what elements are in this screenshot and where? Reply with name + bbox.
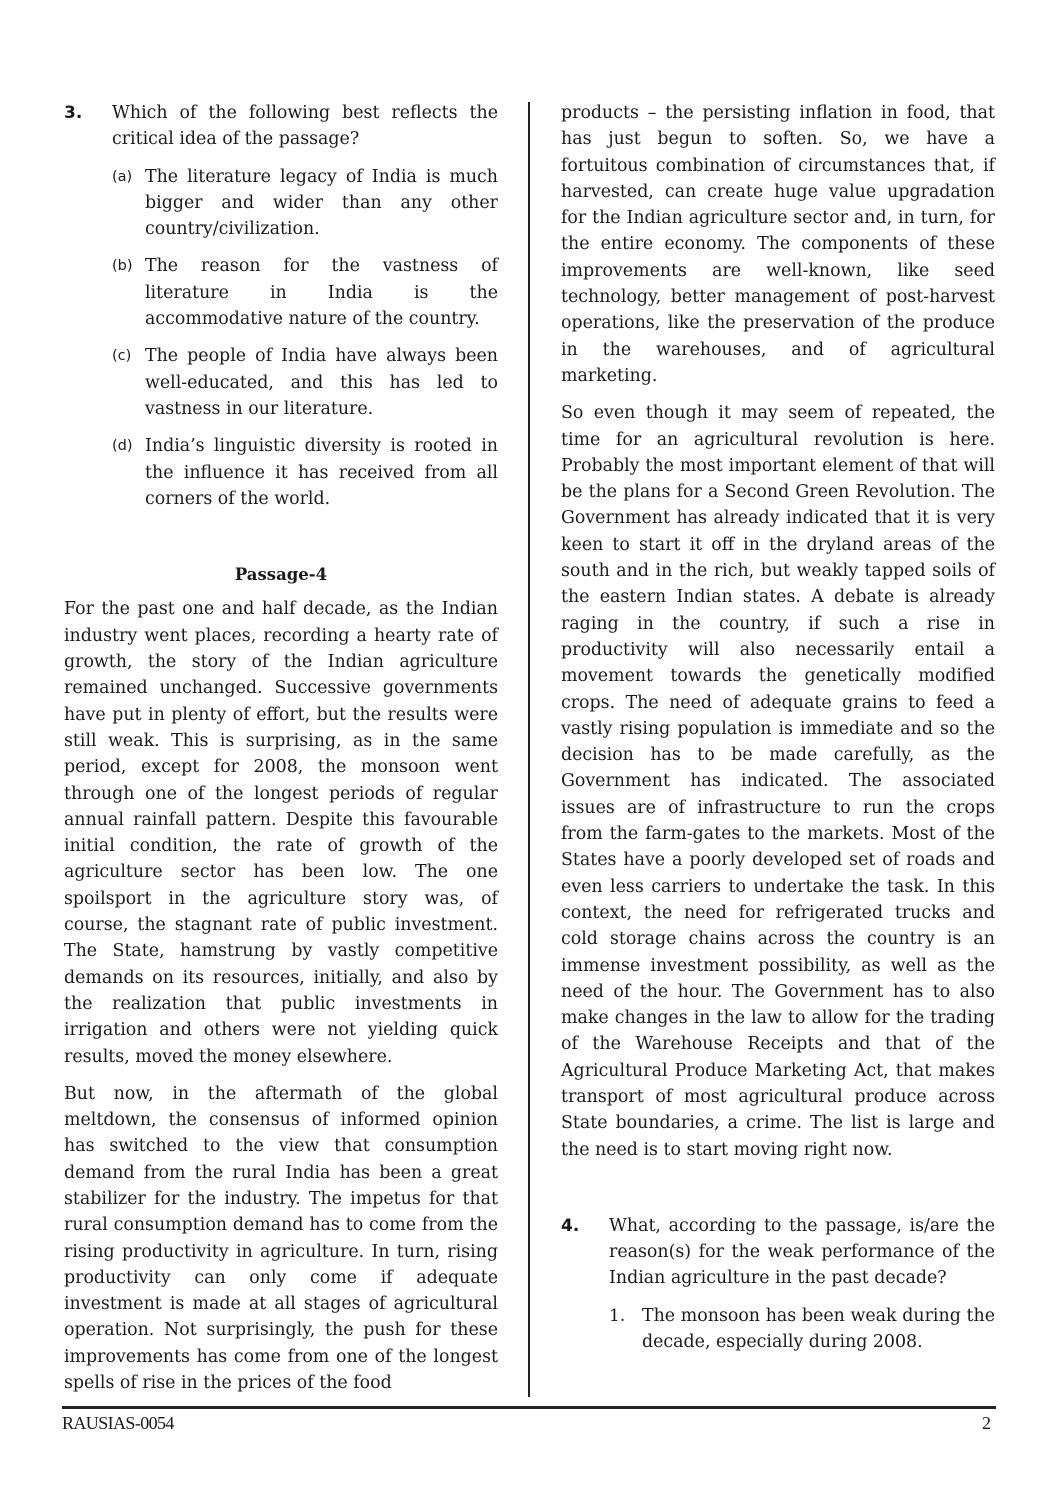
statement-1 [609, 1303, 995, 1356]
options-list [112, 164, 498, 513]
option-label: (a) [112, 168, 133, 185]
option-d [112, 433, 498, 512]
passage-paragraph: But now, in the aftermath of the global meltdown, the consensus of informed opinion has switched to the view that consumption demand from the rural India has been a great stabilizer for the industry. The impetus for that rural consumption demand has to come from the rising productivity in agriculture. In turn, rising productivity can only come if adequate investment is made at all stages of agricultural operation. Not surprisingly, the push for these improvements has come from one of the longest spells of rise in the prices of the food [64, 1083, 498, 1394]
page-number: 2 [982, 1413, 991, 1433]
question-text: What, according to the passage, is/are the reason(s) for the weak performance of the Indian agriculture in the past decade? [609, 1215, 995, 1289]
option-text: India’s linguistic diversity is rooted in the influence it has received from all corners of the world. [145, 436, 498, 509]
question-3 [64, 100, 498, 512]
question-number: 3. [64, 103, 83, 123]
column-divider [528, 102, 530, 1397]
question-4 [561, 1213, 995, 1355]
option-label: (d) [112, 438, 133, 455]
statement-label: 1. [609, 1305, 626, 1326]
passage-paragraph: So even though it may seem of repeated, the time for an agricultural revolution is here. Probably the most important element of that will be the plans for a Second Green Revolution. The Government has already indicated that it is very keen to start it off in the dryland areas of the south and in the rich, but weakly tapped soils of the eastern Indian states. A debate is already raging in the country, if such a rise in productivity will also necessarily entail a movement towards the genetically modified crops. The need of adequate grains to feed a vastly rising population is immediate and so the decision has to be made carefully, as the Government has indicated. The associated issues are of infrastructure to run the crops from the farm-gates to the markets. Most of the States have a poorly developed set of roads and even less carriers to undertake the task. In this context, the need for refrigerated trucks and cold storage chains across the country is an immense investment possibility, as well as the need of the hour. The Government has to also make changes in the law to allow for the trading of the Warehouse Receipts and that of the Agricultural Produce Marketing Act, that makes transport of most agricultural produce across State boundaries, a crime. The list is large and the need is to start moving right now. [561, 403, 995, 1160]
question-number: 4. [561, 1215, 580, 1236]
passage-paragraph: For the past one and half decade, as the Indian industry went places, recording a hearty rate of growth, the story of the Indian agriculture remained unchanged. Successive governments have put in plenty of effort, but the results were still weak. This is surprising, as in the same period, except for 2008, the monsoon went through one of the longest periods of regular annual rainfall pattern. Despite this favourable initial condition, the rate of growth of the agriculture sector has been low. The one spoilsport in the agriculture story was, of course, the stagnant rate of public investment. The State, hamstrung by vastly competitive demands on its resources, initially, and also by the realization that public investments in irrigation and others were not yielding quick results, moved the money elsewhere. [64, 599, 498, 1067]
passage-title: Passage-4 [234, 565, 328, 585]
option-text: The people of India have always been well-educated, and this has led to vastness in our literature. [145, 346, 498, 419]
option-label: (b) [112, 258, 133, 275]
left-column [64, 100, 498, 1407]
option-label: (c) [112, 348, 132, 365]
option-text: The literature legacy of India is much bigger and wider than any other country/civilization. [145, 166, 498, 240]
option-a [112, 164, 498, 243]
passage-paragraph: products – the persisting inflation in food, that has just begun to soften. So, we have a fortuitous combination of circumstances that, if harvested, can create huge value upgradation for the Indian agriculture sector and, in turn, for the entire economy. The components of these improvements are well-known, like seed technology, better management of post-harvest operations, like the preservation of the produce in the warehouses, and of agricultural marketing. [561, 103, 995, 386]
statement-text: The monsoon has been weak during the decade, especially during 2008. [642, 1305, 995, 1353]
footer-rule [62, 1406, 996, 1409]
question-text: Which of the following best reflects the critical idea of the passage? [112, 103, 498, 150]
option-b [112, 253, 498, 332]
right-column [561, 100, 995, 1366]
option-c [112, 343, 498, 422]
document-code: RAUSIAS-0054 [62, 1413, 174, 1433]
option-text: The reason for the vastness of literature in India is the accommodative nature of the country. [145, 256, 498, 330]
statements-list [609, 1303, 995, 1356]
